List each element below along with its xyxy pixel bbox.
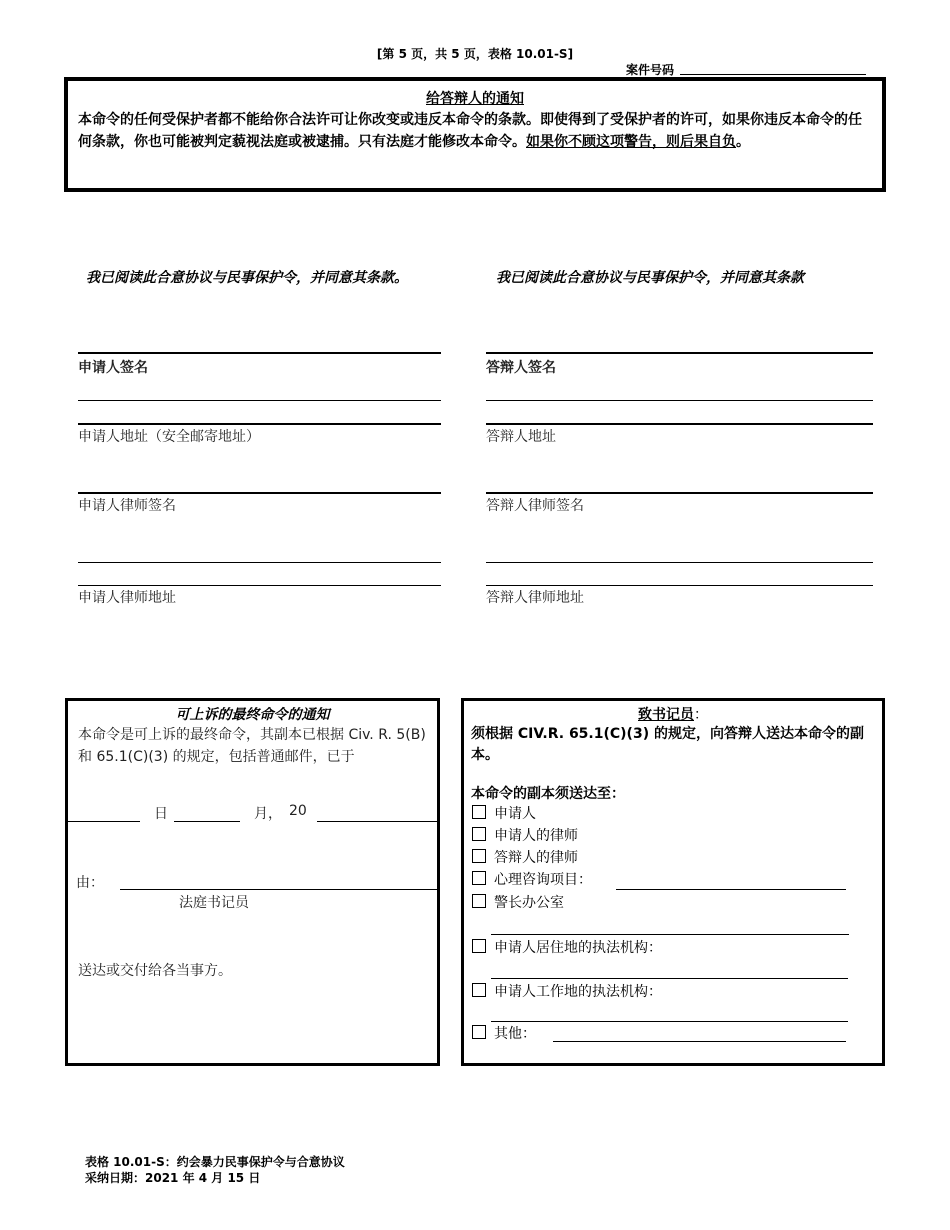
checkbox[interactable]	[472, 849, 486, 863]
checkbox[interactable]	[472, 983, 486, 997]
petitioner-attorney-address-label: 申请人律师地址	[78, 590, 176, 606]
option-petitioner-attorney[interactable]	[472, 825, 578, 845]
checkbox[interactable]	[472, 827, 486, 841]
warning-text-end: 。	[736, 134, 750, 150]
option-label: 心理咨询项目：	[494, 872, 592, 888]
left-agreement-statement: 我已阅读此合意协议与民事保护令，并同意其条款。	[86, 270, 408, 286]
respondent-signature-line[interactable]	[486, 352, 873, 354]
year-field[interactable]	[317, 821, 437, 822]
option-label: 申请人工作地的执法机构：	[494, 984, 662, 1000]
other-field[interactable]	[553, 1041, 846, 1042]
option-label: 其他：	[494, 1026, 536, 1042]
petitioner-address-label: 申请人地址（安全邮寄地址）	[78, 429, 260, 445]
warning-box	[64, 77, 886, 192]
delivered-text: 送达或交付给各当事方。	[78, 963, 232, 979]
respondent-attorney-address-line-2[interactable]	[486, 585, 873, 586]
checkbox[interactable]	[472, 1025, 486, 1039]
month-label: 月，	[254, 806, 282, 822]
clerk-title-colon: ：	[694, 707, 708, 723]
clerk-signature-line[interactable]	[120, 889, 437, 890]
clerk-label: 法庭书记员	[179, 895, 249, 911]
clerk-title-row	[464, 704, 882, 724]
petitioner-signature-label: 申请人签名	[78, 360, 148, 376]
footer-adopted-date: 采纳日期：2021 年 4 月 15 日	[85, 1171, 261, 1185]
respondent-address-label: 答辩人地址	[486, 429, 556, 445]
respondent-address-line-2[interactable]	[486, 423, 873, 425]
clerk-title: 致书记员	[638, 707, 694, 723]
appeal-notice-body: 本命令是可上诉的最终命令，其副本已根据 Civ. R. 5(B) 和 65.1(C)(3) 的规定，包括普通邮件，已于	[78, 727, 426, 765]
petitioner-signature-line[interactable]	[78, 352, 441, 354]
option-label: 警长办公室	[494, 895, 564, 911]
option-counseling-program[interactable]	[472, 869, 592, 889]
respondent-attorney-address-line-1[interactable]	[486, 562, 873, 563]
page-info: [第 5 页，共 5 页，表格 10.01-S]	[376, 47, 574, 61]
option-residence-law-enforcement[interactable]	[472, 937, 662, 957]
appeal-notice-title: 可上诉的最终命令的通知	[175, 707, 330, 723]
footer-form-title: 表格 10.01-S：约会暴力民事保护令与合意协议	[85, 1155, 345, 1169]
respondent-attorney-address-label: 答辩人律师地址	[486, 590, 584, 606]
petitioner-attorney-address-line-1[interactable]	[78, 562, 441, 563]
option-sheriff-office[interactable]	[472, 892, 564, 912]
copies-label: 本命令的副本须送达至：	[471, 786, 625, 802]
respondent-address-line-1[interactable]	[486, 400, 873, 401]
workplace-law-enforcement-field[interactable]	[491, 1021, 848, 1022]
day-label: 日	[154, 806, 168, 822]
respondent-attorney-signature-line[interactable]	[486, 492, 873, 494]
checkbox[interactable]	[472, 939, 486, 953]
option-other[interactable]	[472, 1023, 536, 1043]
petitioner-attorney-signature-label: 申请人律师签名	[78, 498, 176, 514]
option-label: 申请人的律师	[494, 828, 578, 844]
respondent-attorney-signature-label: 答辩人律师签名	[486, 498, 584, 514]
respondent-signature-label: 答辩人签名	[486, 360, 556, 376]
checkbox[interactable]	[472, 871, 486, 885]
warning-text-underlined: 如果你不顾这项警告，则后果自负	[526, 134, 736, 150]
petitioner-address-line-1[interactable]	[78, 400, 441, 401]
option-label: 申请人居住地的执法机构：	[494, 940, 662, 956]
by-label: 由：	[76, 875, 104, 891]
year-prefix: 20	[289, 803, 307, 819]
checkbox[interactable]	[472, 805, 486, 819]
option-label: 申请人	[494, 806, 536, 822]
warning-text: 本命令的任何受保护者都不能给你合法许可让你改变或违反本命令的条款。即使得到了受保护者的许可，如果你违反本命令的任何条款，你也可能被判定藐视法庭或被逮捕。只有法庭才能修改本命令。	[78, 112, 862, 150]
counseling-program-field[interactable]	[616, 889, 846, 890]
petitioner-address-line-2[interactable]	[78, 423, 441, 425]
case-number-label: 案件号码	[626, 63, 675, 77]
warning-title: 给答辩人的通知	[426, 91, 524, 107]
option-respondent-attorney[interactable]	[472, 847, 578, 867]
residence-law-enforcement-field[interactable]	[491, 978, 848, 979]
option-workplace-law-enforcement[interactable]	[472, 981, 662, 1001]
clerk-instruction: 须根据 CIV.R. 65.1(C)(3) 的规定，向答辩人送达本命令的副本。	[471, 726, 864, 763]
option-label: 答辩人的律师	[494, 850, 578, 866]
warning-text-block	[78, 109, 872, 153]
day-field[interactable]	[68, 821, 140, 822]
option-petitioner[interactable]	[472, 803, 536, 823]
petitioner-attorney-signature-line[interactable]	[78, 492, 441, 494]
checkbox[interactable]	[472, 894, 486, 908]
right-agreement-statement: 我已阅读此合意协议与民事保护令，并同意其条款	[496, 270, 804, 286]
sheriff-office-field[interactable]	[491, 934, 849, 935]
case-number-field[interactable]	[680, 74, 866, 75]
petitioner-attorney-address-line-2[interactable]	[78, 585, 441, 586]
month-field[interactable]	[174, 821, 240, 822]
